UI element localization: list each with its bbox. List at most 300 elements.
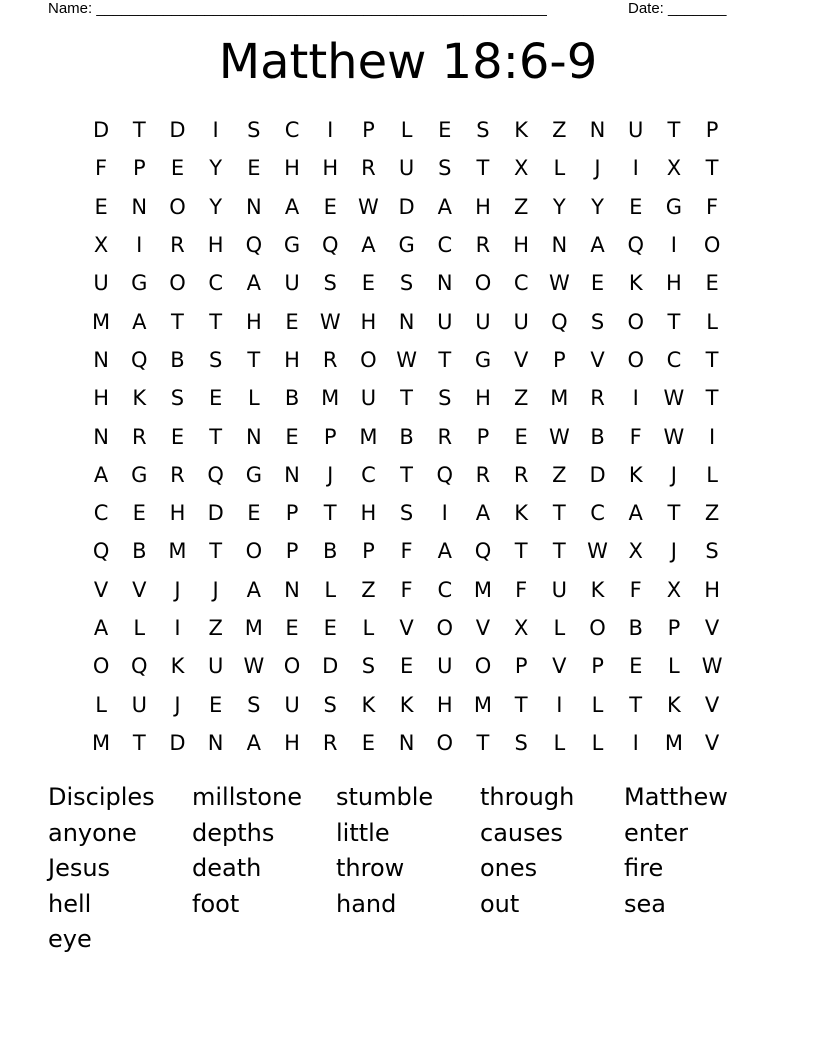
grid-letter: S [208, 347, 223, 372]
grid-letter: U [284, 271, 300, 296]
grid-letter: R [322, 730, 338, 755]
grid-letter: C [437, 577, 453, 602]
word-list-item: anyone [48, 818, 137, 847]
grid-letter: R [437, 424, 453, 449]
grid-letter: E [285, 424, 299, 449]
grid-letter: W [396, 347, 417, 372]
grid-letter: C [93, 501, 109, 526]
grid-letter: I [212, 118, 219, 143]
grid-letter: S [438, 386, 452, 411]
grid-letter: U [207, 654, 224, 679]
grid-letter: T [171, 309, 184, 334]
grid-letter: O [474, 271, 492, 296]
grid-letter: E [285, 616, 299, 640]
grid-letter: H [207, 233, 224, 258]
grid-letter: Q [436, 462, 454, 487]
grid-letter: M [359, 424, 378, 449]
grid-letter: P [705, 118, 719, 143]
grid-letter: J [594, 156, 601, 181]
grid-letter: T [552, 501, 566, 526]
grid-letter: F [400, 577, 413, 602]
grid-letter: A [246, 271, 262, 296]
grid-letter: B [628, 616, 643, 640]
grid-letter: W [358, 194, 379, 219]
grid-letter: Z [704, 501, 720, 526]
grid-letter: L [591, 692, 604, 717]
grid-letter: Z [361, 577, 376, 602]
grid-letter: K [628, 271, 643, 296]
grid-letter: X [666, 156, 682, 181]
grid-letter: E [629, 654, 643, 679]
grid-letter: T [705, 386, 719, 411]
grid-letter: S [170, 386, 185, 411]
grid-letter: W [319, 309, 341, 334]
word-list-item: out [480, 889, 520, 918]
grid-letter: T [552, 539, 566, 564]
grid-letter: B [132, 539, 147, 564]
word-list-item: ones [480, 854, 538, 883]
grid-letter: U [513, 309, 529, 334]
grid-letter: F [706, 194, 719, 219]
grid-letter: L [133, 616, 146, 640]
grid-letter: D [322, 654, 339, 679]
grid-letter: E [361, 271, 376, 296]
grid-letter: G [474, 347, 492, 372]
grid-letter: E [94, 194, 108, 219]
grid-letter: T [247, 347, 261, 372]
grid-letter: E [209, 386, 223, 411]
grid-letter: F [629, 577, 642, 602]
grid-letter: T [705, 156, 719, 181]
grid-letter: T [667, 118, 681, 143]
grid-letter: J [174, 692, 181, 717]
grid-letter: X [513, 156, 529, 181]
grid-letter: V [399, 616, 414, 640]
word-list-item: throw [336, 854, 405, 883]
grid-letter: K [514, 118, 529, 143]
grid-letter: P [362, 539, 375, 564]
word-list-item: depths [192, 818, 275, 847]
word-list-item: hell [48, 889, 92, 918]
grid-letter: N [207, 730, 224, 755]
grid-letter: N [245, 424, 262, 449]
grid-letter: T [514, 692, 528, 717]
grid-letter: B [399, 424, 414, 449]
grid-letter: P [591, 654, 604, 679]
grid-letter: H [169, 501, 186, 526]
grid-letter: X [628, 539, 643, 564]
grid-letter: T [705, 347, 719, 372]
grid-letter: E [170, 424, 185, 449]
page-title: Matthew 18:6-9 [218, 34, 598, 90]
word-list-item: causes [480, 818, 563, 847]
grid-letter: J [174, 577, 181, 602]
grid-letter: A [132, 309, 147, 334]
grid-letter: E [590, 271, 605, 296]
grid-letter: J [670, 462, 677, 487]
grid-letter: Q [92, 539, 110, 564]
grid-letter: G [131, 271, 148, 296]
grid-letter: M [550, 386, 569, 411]
grid-letter: V [704, 692, 720, 717]
grid-letter: V [704, 616, 720, 640]
grid-letter: E [629, 194, 643, 219]
grid-letter: R [170, 233, 185, 258]
grid-letter: S [514, 730, 528, 755]
worksheet-header [48, 0, 748, 20]
grid-letter: Q [245, 233, 263, 258]
grid-letter: Z [208, 616, 223, 640]
grid-letter: P [553, 347, 566, 372]
word-list [48, 780, 768, 958]
grid-letter: F [95, 156, 108, 181]
grid-letter: X [666, 577, 682, 602]
grid-letter: H [436, 692, 453, 717]
grid-letter: R [513, 462, 529, 487]
grid-letter: R [590, 386, 605, 411]
grid-letter: L [95, 692, 107, 717]
grid-letter: T [629, 692, 643, 717]
word-list-item: Disciples [48, 783, 155, 811]
grid-letter: M [168, 539, 187, 564]
grid-letter: A [93, 616, 109, 640]
grid-letter: P [667, 616, 681, 640]
grid-letter: O [627, 309, 644, 334]
grid-letter: E [247, 501, 261, 526]
word-list-item: enter [624, 818, 689, 847]
grid-letter: R [322, 347, 338, 372]
grid-letter: L [553, 156, 566, 181]
grid-letter: N [284, 577, 300, 602]
word-list-item: Matthew [624, 783, 728, 811]
grid-letter: E [209, 692, 223, 717]
grid-letter: D [398, 194, 415, 219]
grid-letter: A [437, 539, 452, 564]
grid-letter: O [283, 654, 301, 679]
grid-letter: U [475, 309, 491, 334]
grid-letter: L [400, 118, 413, 143]
word-list-item: hand [336, 889, 397, 918]
grid-letter: K [132, 386, 147, 411]
grid-letter: N [551, 233, 568, 258]
grid-letter: R [170, 462, 185, 487]
grid-letter: T [514, 539, 528, 564]
grid-letter: I [632, 156, 639, 181]
grid-letter: L [362, 616, 375, 640]
grid-letter: K [514, 501, 529, 526]
grid-letter: S [323, 692, 337, 717]
grid-letter: C [590, 501, 605, 526]
grid-letter: E [514, 424, 528, 449]
grid-letter: E [323, 194, 337, 219]
grid-letter: E [247, 156, 261, 181]
grid-letter: P [132, 156, 146, 181]
grid-letter: O [169, 194, 186, 219]
grid-letter: A [246, 577, 262, 602]
grid-letter: S [705, 539, 719, 564]
grid-letter: I [441, 501, 448, 526]
grid-letter: H [360, 309, 377, 334]
grid-letter: H [475, 194, 491, 219]
grid-letter: Z [552, 462, 567, 487]
grid-letter: U [360, 386, 377, 411]
grid-letter: M [321, 386, 340, 411]
grid-letter: H [322, 156, 339, 181]
grid-letter: R [361, 156, 376, 181]
grid-letter: S [438, 156, 452, 181]
grid-letter: L [591, 730, 604, 755]
grid-letter: Q [627, 233, 644, 258]
grid-letter: G [398, 233, 415, 258]
grid-letter: K [361, 692, 376, 717]
grid-letter: P [285, 539, 299, 564]
grid-letter: A [361, 233, 376, 258]
grid-letter: G [245, 462, 262, 487]
grid-letter: W [548, 271, 570, 296]
word-list-item: eye [48, 925, 92, 954]
word-list-item: Jesus [48, 854, 111, 883]
grid-letter: I [136, 233, 143, 258]
grid-letter: U [131, 692, 147, 717]
grid-letter: I [174, 616, 181, 640]
grid-letter: L [668, 654, 680, 679]
grid-letter: O [169, 271, 186, 296]
grid-letter: S [323, 271, 337, 296]
grid-letter: O [360, 347, 377, 372]
grid-letter: A [246, 730, 262, 755]
grid-letter: O [474, 654, 492, 679]
grid-letter: U [437, 654, 453, 679]
grid-letter: C [361, 462, 376, 487]
grid-letter: I [670, 233, 677, 258]
grid-letter: T [209, 424, 223, 449]
grid-letter: O [436, 616, 454, 640]
grid-letter: L [706, 309, 718, 334]
grid-letter: Q [207, 462, 224, 487]
grid-letter: G [283, 233, 301, 258]
grid-letter: G [131, 462, 148, 487]
word-list-item: death [192, 854, 262, 883]
grid-letter: L [706, 462, 718, 487]
grid-letter: W [663, 386, 685, 411]
grid-letter: T [476, 730, 490, 755]
grid-letter: L [553, 616, 566, 640]
date-field: Date: _______ [628, 0, 727, 17]
word-list-item: foot [192, 889, 240, 918]
grid-letter: B [323, 539, 338, 564]
grid-letter: S [361, 654, 376, 679]
grid-letter: R [475, 233, 491, 258]
grid-letter: U [437, 309, 453, 334]
grid-letter: O [703, 233, 721, 258]
grid-letter: T [667, 501, 681, 526]
grid-letter: F [629, 424, 642, 449]
grid-letter: T [209, 539, 223, 564]
grid-letter: K [590, 577, 605, 602]
grid-letter: E [285, 309, 299, 334]
grid-letter: N [436, 271, 453, 296]
grid-letter: N [398, 309, 415, 334]
grid-letter: Y [209, 194, 223, 219]
grid-letter: T [209, 309, 223, 334]
grid-letter: T [667, 309, 681, 334]
grid-letter: Y [552, 194, 566, 219]
grid-letter: Z [513, 194, 529, 219]
grid-letter: O [436, 730, 454, 755]
grid-letter: T [323, 501, 337, 526]
grid-letter: F [400, 539, 413, 564]
grid-letter: U [398, 156, 415, 181]
grid-letter: M [92, 309, 111, 334]
grid-letter: I [556, 692, 563, 717]
grid-letter: T [438, 347, 452, 372]
grid-letter: Q [131, 654, 148, 679]
grid-letter: P [476, 424, 490, 449]
grid-letter: S [476, 118, 490, 143]
grid-letter: F [515, 577, 528, 602]
grid-letter: I [632, 386, 639, 411]
grid-letter: E [399, 654, 414, 679]
grid-letter: N [284, 462, 300, 487]
grid-letter: H [475, 386, 491, 411]
grid-letter: B [170, 347, 185, 372]
grid-letter: N [93, 424, 109, 449]
grid-letter: E [170, 156, 185, 181]
grid-letter: S [247, 118, 261, 143]
grid-letter: T [400, 386, 413, 411]
grid-letter: P [514, 654, 528, 679]
grid-letter: H [284, 347, 300, 372]
grid-letter: M [664, 730, 683, 755]
grid-letter: J [670, 539, 677, 564]
grid-letter: V [704, 730, 720, 755]
grid-letter: I [327, 118, 334, 143]
grid-letter: D [207, 501, 224, 526]
grid-letter: S [399, 501, 414, 526]
grid-letter: R [475, 462, 491, 487]
grid-letter: H [284, 156, 300, 181]
word-list-item: stumble [336, 783, 434, 811]
grid-letter: Q [131, 347, 148, 372]
grid-letter: H [360, 501, 377, 526]
letter-grid [82, 111, 731, 762]
grid-letter: E [323, 616, 337, 640]
grid-letter: P [362, 118, 375, 143]
grid-letter: Y [209, 156, 223, 181]
grid-letter: Y [591, 194, 604, 219]
grid-letter: V [590, 347, 605, 372]
grid-letter: V [93, 577, 109, 602]
grid-letter: Z [513, 386, 529, 411]
grid-letter: A [628, 501, 643, 526]
grid-letter: M [92, 730, 111, 755]
grid-letter: N [589, 118, 606, 143]
grid-letter: I [632, 730, 639, 755]
grid-letter: P [323, 424, 337, 449]
grid-letter: Z [552, 118, 567, 143]
grid-letter: A [590, 233, 605, 258]
grid-letter: D [589, 462, 606, 487]
grid-letter: M [244, 616, 263, 640]
grid-letter: M [473, 577, 493, 602]
grid-letter: E [705, 271, 719, 296]
grid-letter: T [132, 118, 146, 143]
name-field: Name: ______________________________________________________ [48, 0, 547, 17]
grid-letter: Q [551, 309, 568, 334]
grid-letter: Q [321, 233, 339, 258]
grid-letter: V [132, 577, 147, 602]
grid-letter: S [590, 309, 605, 334]
grid-letter: A [284, 194, 300, 219]
grid-letter: N [131, 194, 148, 219]
grid-letter: W [587, 539, 608, 564]
grid-letter: W [701, 654, 723, 679]
grid-letter: Q [474, 539, 492, 564]
grid-letter: L [553, 730, 566, 755]
word-list-item: sea [624, 889, 666, 918]
grid-letter: P [285, 501, 299, 526]
grid-letter: V [513, 347, 529, 372]
grid-letter: U [284, 692, 300, 717]
grid-letter: R [131, 424, 147, 449]
grid-letter: O [627, 347, 644, 372]
grid-letter: C [513, 271, 529, 296]
grid-letter: W [243, 654, 265, 679]
grid-letter: H [704, 577, 720, 602]
word-list-item: fire [624, 854, 664, 883]
grid-letter: H [245, 309, 262, 334]
grid-letter: U [628, 118, 644, 143]
grid-letter: N [398, 730, 415, 755]
grid-letter: C [437, 233, 453, 258]
grid-letter: K [667, 692, 681, 717]
grid-letter: A [93, 462, 109, 487]
grid-letter: D [93, 118, 110, 143]
grid-letter: O [92, 654, 110, 679]
grid-letter: O [245, 539, 263, 564]
grid-letter: D [169, 730, 186, 755]
grid-letter: H [666, 271, 682, 296]
grid-letter: E [438, 118, 452, 143]
grid-letter: T [132, 730, 146, 755]
grid-letter: X [93, 233, 109, 258]
grid-letter: H [284, 730, 300, 755]
grid-letter: E [132, 501, 146, 526]
grid-letter: N [93, 347, 109, 372]
grid-letter: A [437, 194, 452, 219]
grid-letter: J [212, 577, 219, 602]
grid-letter: U [93, 271, 109, 296]
grid-letter: D [169, 118, 186, 143]
grid-letter: V [475, 616, 491, 640]
grid-letter: C [666, 347, 682, 372]
grid-letter: C [284, 118, 300, 143]
word-list-item: through [480, 783, 575, 811]
grid-letter: K [628, 462, 643, 487]
word-list-item: little [336, 818, 390, 847]
grid-letter: E [361, 730, 376, 755]
grid-letter: M [473, 692, 493, 717]
grid-letter: J [327, 462, 334, 487]
grid-letter: V [552, 654, 567, 679]
grid-letter: T [400, 462, 413, 487]
grid-letter: H [513, 233, 530, 258]
grid-letter: B [590, 424, 605, 449]
grid-letter: L [324, 577, 337, 602]
grid-letter: H [93, 386, 109, 411]
grid-letter: W [663, 424, 685, 449]
grid-letter: I [708, 424, 716, 449]
